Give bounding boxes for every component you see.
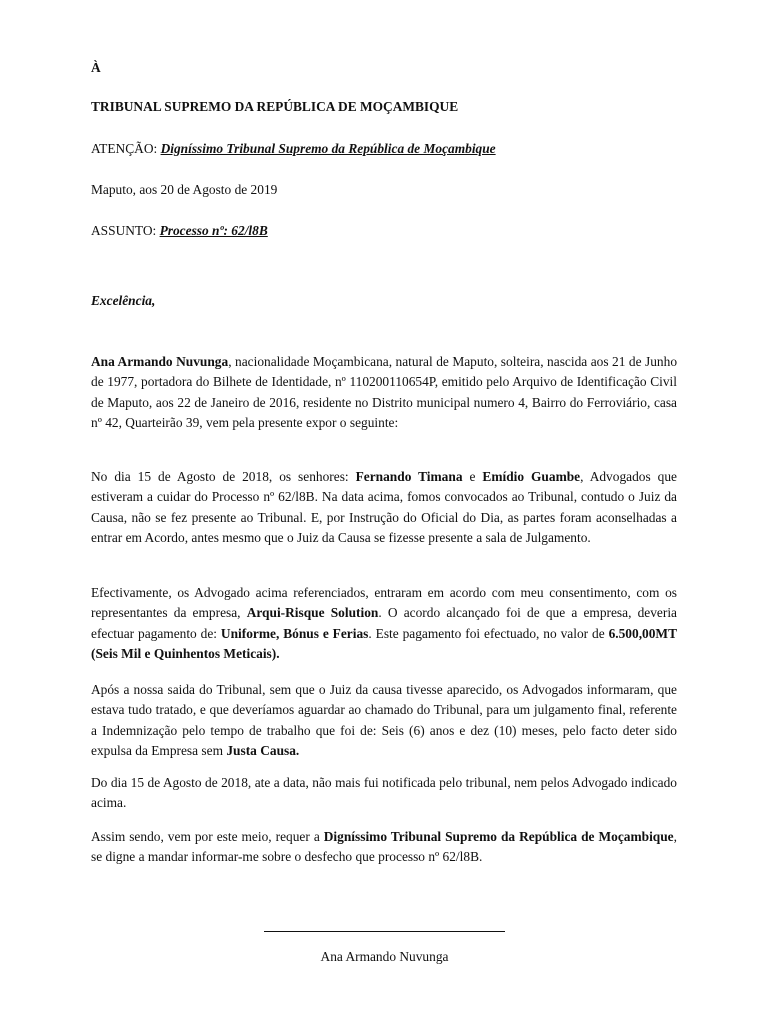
recipient-heading: TRIBUNAL SUPREMO DA REPÚBLICA DE MOÇAMBIQUE [91, 99, 459, 114]
paragraph-1 [91, 352, 677, 433]
paragraph-2 [91, 467, 677, 548]
lawyer-1-name: Fernando Timana [355, 469, 463, 484]
signature-line [264, 931, 505, 932]
paragraph-3-text-2: . O acordo alcançado foi de que a empresa, deveria efectuar pagamento de: [91, 605, 677, 641]
payment-amount: 6.500,00MT (Seis Mil e Quinhentos Meticais). [91, 625, 677, 661]
subject-label: ASSUNTO: [91, 223, 157, 238]
court-name: Digníssimo Tribunal Supremo da República de Moçambique [323, 829, 674, 844]
salutation-prefix: À [91, 60, 101, 75]
paragraph-4-text-1: Após a nossa saida do Tribunal, sem que o Juiz da causa tivesse aparecido, os Advogados informaram, que estava tudo tratado, e que deveríamos aguardar ao chamado do Tribunal, para um julgamento final, referente a Indemnização pelo tempo de trabalho que foi de: Seis (6) anos e dez (10) meses, pelo facto deter sido expulsa da Empresa sem [91, 682, 677, 758]
payment-items: Uniforme, Bónus e Ferias [220, 625, 369, 641]
paragraph-6 [91, 827, 677, 868]
place-date: Maputo, aos 20 de Agosto de 2019 [91, 182, 278, 197]
company-name: Arqui-Risque Solution [246, 605, 379, 621]
attention-line [91, 140, 496, 158]
paragraph-1-text: , nacionalidade Moçambicana, natural de Maputo, solteira, nascida aos 21 de Junho de 1977, portadora do Bilhete de Identidade, nº 110200110654P, emitido pelo Arquivo de Identificação Civil de Maputo, aos 22 de Janeiro de 2016, residente no Distrito municipal numero 4, Bairro do Ferroviário, casa nº 42, Quarteirão 39, vem pela presente expor o seguinte: [91, 354, 678, 430]
paragraph-2-text-3: , Advogados que estiveram a cuidar do Processo nº 62/l8B. Na data acima, fomos convocados ao Tribunal, contudo o Juiz da Causa, não se fez presente ao Tribunal. E, por Instrução do Oficial do Dia, as partes foram aconselhadas a entrar em Acordo, antes mesmo que o Juiz da Causa se fizesse presente a sala de Julgamento. [91, 469, 677, 545]
paragraph-3-text-1: Efectivamente, os Advogado acima referenciados, entraram em acordo com meu consentimento, com os representantes da empresa, [91, 585, 677, 621]
signature-name: Ana Armando Nuvunga [320, 949, 449, 964]
paragraph-6-text-1: Assim sendo, vem por este meio, requer a [91, 829, 324, 844]
subject-line [91, 222, 268, 240]
applicant-name: Ana Armando Nuvunga [91, 354, 229, 369]
paragraph-3-text-3: . Este pagamento foi efectuado, no valor de [368, 625, 609, 641]
just-cause: Justa Causa. [226, 742, 300, 758]
paragraph-6-text-2: , se digne a mandar informar-me sobre o desfecho que processo nº 62/l8B. [91, 829, 677, 865]
greeting: Excelência, [91, 293, 156, 308]
attention-label: ATENÇÃO: [91, 141, 158, 156]
lawyer-2-name: Emídio Guambe [482, 469, 581, 484]
paragraph-5: Do dia 15 de Agosto de 2018, ate a data, não mais fui notificada pelo tribunal, nem pelos Advogado indicado acima. [91, 775, 677, 811]
paragraph-4 [91, 680, 677, 761]
paragraph-3 [91, 583, 677, 664]
paragraph-2-text-2: e [462, 469, 483, 484]
paragraph-2-text-1: No dia 15 de Agosto de 2018, os senhores: [91, 469, 356, 484]
subject-value: Processo nº: 62/l8B [159, 223, 268, 238]
attention-value: Digníssimo Tribunal Supremo da República de Moçambique [160, 141, 496, 156]
